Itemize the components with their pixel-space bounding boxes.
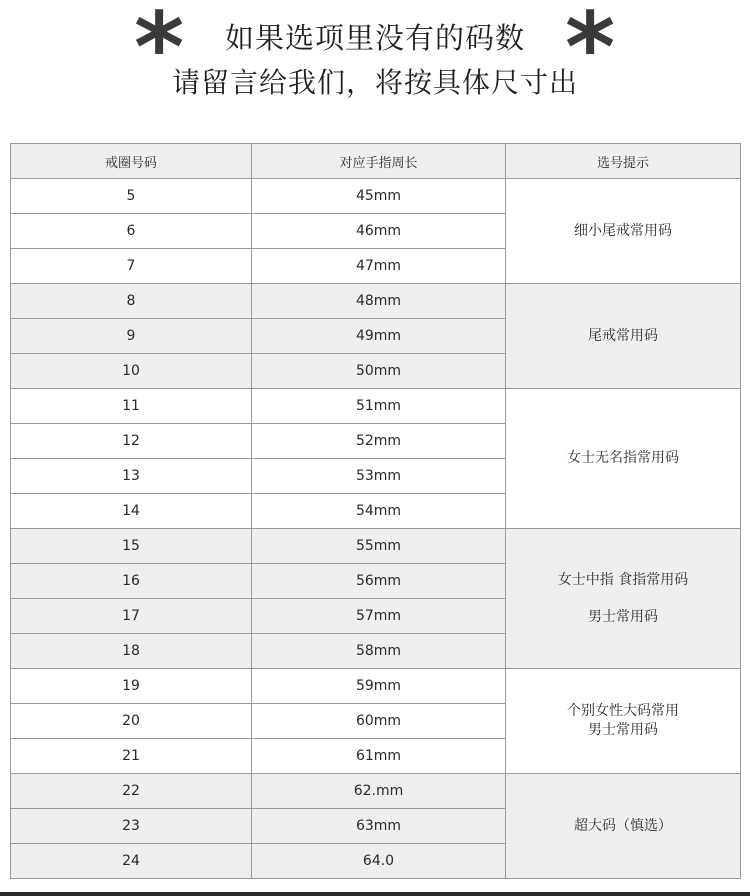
page-header [0,0,750,140]
size-tip-cell [506,529,741,669]
ring-size-cell: 16 [11,564,252,599]
ring-size-cell: 24 [11,844,252,879]
ring-size-cell: 5 [11,179,252,214]
ring-size-cell: 12 [11,424,252,459]
column-header-size: 戒圈号码 [11,144,252,179]
ring-size-table [10,143,741,879]
ring-size-cell: 19 [11,669,252,704]
size-tip-cell [506,389,741,529]
circumference-cell: 59mm [252,669,506,704]
size-tip-cell [506,774,741,879]
ring-size-cell: 13 [11,459,252,494]
ring-size-cell: 14 [11,494,252,529]
circumference-cell: 57mm [252,599,506,634]
ring-size-cell: 23 [11,809,252,844]
circumference-cell: 49mm [252,319,506,354]
size-tip-line: 男士常用码 [588,608,658,625]
size-tip-cell [506,179,741,284]
table-header-row [11,144,741,179]
circumference-cell: 47mm [252,249,506,284]
circumference-cell: 62.mm [252,774,506,809]
size-tip-line: 女士无名指常用码 [567,450,679,466]
ring-size-cell: 17 [11,599,252,634]
circumference-cell: 54mm [252,494,506,529]
table-body [11,179,741,879]
header-line-2: 请留言给我们，将按具体尺寸出 [171,66,578,99]
ring-size-cell: 21 [11,739,252,774]
ring-size-cell: 10 [11,354,252,389]
header-line-1: 如果选项里没有的码数 [224,21,525,55]
circumference-cell: 56mm [252,564,506,599]
circumference-cell: 64.0 [252,844,506,879]
circumference-cell: 46mm [252,214,506,249]
table-row [11,389,741,424]
ring-size-cell: 9 [11,319,252,354]
ring-size-cell: 6 [11,214,252,249]
size-tip-cell [506,284,741,389]
asterisk-icon: * [565,0,616,104]
circumference-cell: 55mm [252,529,506,564]
table-row [11,284,741,319]
circumference-cell: 51mm [252,389,506,424]
circumference-cell: 45mm [252,179,506,214]
circumference-cell: 48mm [252,284,506,319]
size-tip-line: 女士中指 食指常用码 [557,571,689,588]
circumference-cell: 61mm [252,739,506,774]
circumference-cell: 60mm [252,704,506,739]
size-tip-line: 超大码（慎选） [574,817,672,834]
ring-size-cell: 18 [11,634,252,669]
circumference-cell: 63mm [252,809,506,844]
table-row [11,529,741,564]
ring-size-cell: 15 [11,529,252,564]
column-header-circumference: 对应手指周长 [252,144,506,179]
asterisk-icon: * [134,0,185,104]
size-tip-cell [506,669,741,774]
circumference-cell: 50mm [252,354,506,389]
circumference-cell: 53mm [252,459,506,494]
size-tip-line: 尾戒常用码 [588,327,658,344]
table-row [11,669,741,704]
bottom-divider [0,892,750,896]
ring-size-cell: 11 [11,389,252,424]
ring-size-cell: 20 [11,704,252,739]
size-tip-line: 男士常用码 [588,722,658,738]
column-header-tip: 选号提示 [506,144,741,179]
table-row [11,179,741,214]
table-row [11,774,741,809]
size-tip-line: 细小尾戒常用码 [574,222,672,239]
ring-size-cell: 22 [11,774,252,809]
ring-size-cell: 7 [11,249,252,284]
circumference-cell: 52mm [252,424,506,459]
size-tip-line: 个别女性大码常用 [567,703,679,719]
circumference-cell: 58mm [252,634,506,669]
ring-size-cell: 8 [11,284,252,319]
